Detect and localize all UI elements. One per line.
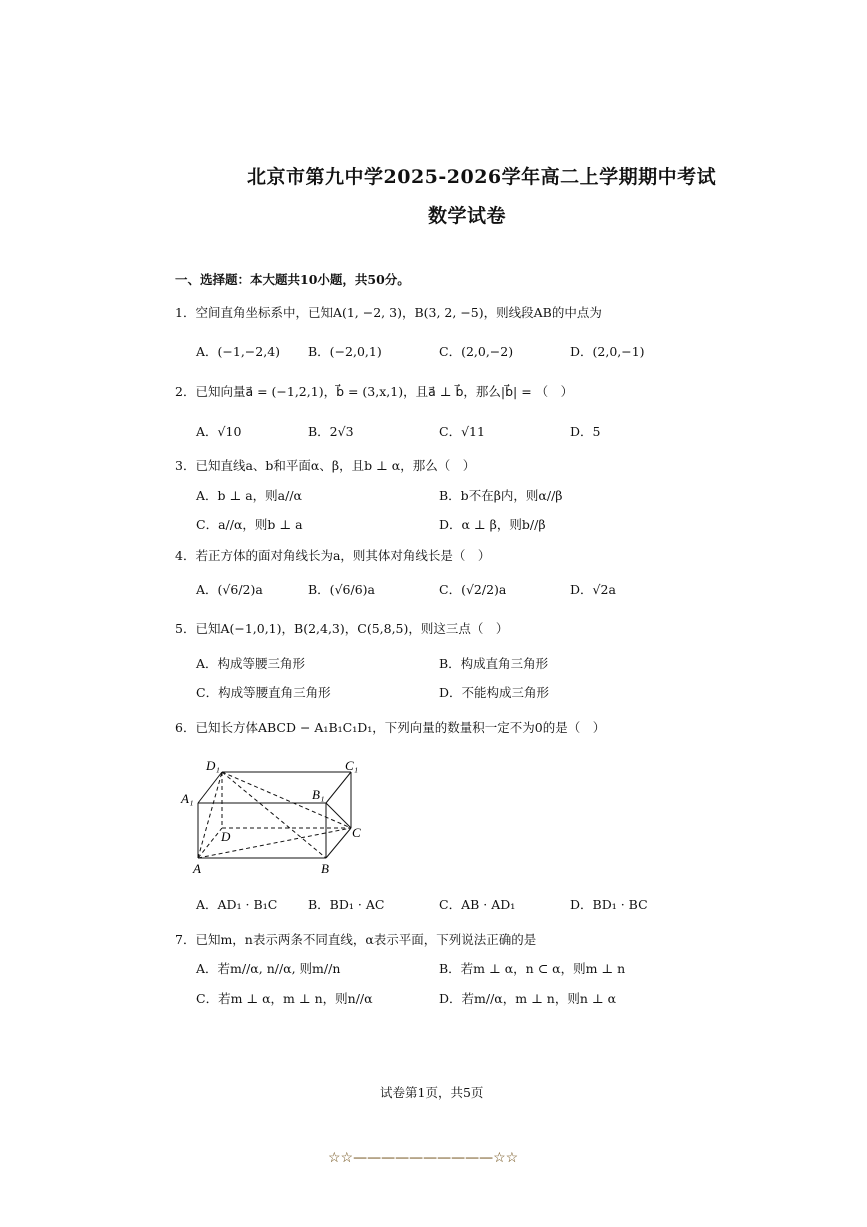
diagonal-d1-c [222,772,351,828]
question-3-option-c: C．a//α，则b ⊥ a [196,517,303,532]
question-3-option-d: D．α ⊥ β，则b//β [439,517,546,532]
diagonal-b1-c [326,803,351,828]
question-4-option-b: B．(√6/6)a [308,582,375,597]
vertex-label-c1: C₁ [345,758,359,773]
diagonal-a-d1 [198,772,222,858]
question-5-stem: 5．已知A(−1,0,1)，B(2,4,3)，C(5,8,5)，则这三点（ ） [175,621,509,636]
vertex-label-d: D [221,829,231,844]
question-5-option-b: B．构成直角三角形 [439,656,549,671]
question-7-option-d: D．若m//α，m ⊥ n，则n ⊥ α [439,991,617,1006]
question-6-option-d: D．BD₁ · BC [570,897,648,912]
question-6-stem: 6．已知长方体ABCD − A₁B₁C₁D₁，下列向量的数量积一定不为0的是（ ） [175,720,606,735]
vertex-label-b1: B₁ [312,787,325,802]
question-6-option-c: C．AB · AD₁ [439,897,516,912]
question-5-option-d: D．不能构成三角形 [439,685,550,700]
question-5-option-a: A．构成等腰三角形 [196,656,306,671]
page-number: 试卷第1页，共5页 [380,1085,484,1100]
question-1-option-b: B．(−2,0,1) [308,344,382,359]
question-7-option-a: A．若m//α, n//α, 则m//n [196,961,341,976]
question-7-option-c: C．若m ⊥ α，m ⊥ n，则n//α [196,991,373,1006]
vertex-label-a: A [193,861,201,876]
edge-a1-d1 [198,772,222,803]
footer-decoration: ☆☆——————————☆☆ [328,1150,519,1166]
question-5-option-c: C．构成等腰直角三角形 [196,685,331,700]
question-1-option-d: D．(2,0,−1) [570,344,645,359]
vertex-label-a1: A₁ [181,791,194,806]
diagonal-d1-b [222,772,326,858]
question-7-option-b: B．若m ⊥ α，n ⊂ α，则m ⊥ n [439,961,626,976]
page-title: 北京市第九中学2025-2026学年高二上学期期中考试 [247,166,717,188]
question-4-option-a: A．(√6/2)a [196,582,263,597]
question-4-option-c: C．(√2/2)a [439,582,507,597]
question-3-option-a: A．b ⊥ a，则a//α [196,488,302,503]
hidden-edge-a-d [198,828,222,858]
question-2-stem: 2．已知向量a⃗ = (−1,2,1)，b⃗ = (3,x,1)，且a⃗ ⊥ b⃗，那么|b⃗| = （ ） [175,384,574,399]
question-6-option-b: B．BD₁ · AC [308,897,385,912]
edge-c1-b1 [326,772,351,803]
question-3-stem: 3．已知直线a、b和平面α、β，且b ⊥ α，那么（ ） [175,458,476,473]
question-2-option-a: A．√10 [196,424,242,439]
question-1-option-c: C．(2,0,−2) [439,344,514,359]
question-4-stem: 4．若正方体的面对角线长为a，则其体对角线长是（ ） [175,548,491,563]
question-2-option-c: C．√11 [439,424,485,439]
section-heading: 一、选择题：本大题共10小题，共50分。 [175,272,410,287]
question-1-option-a: A．(−1,−2,4) [196,344,281,359]
question-2-option-b: B．2√3 [308,424,354,439]
question-3-option-b: B．b不在β内，则α//β [439,488,563,503]
cuboid-figure [175,755,375,880]
page-subtitle: 数学试卷 [428,205,507,227]
question-7-stem: 7．已知m，n表示两条不同直线，α表示平面，下列说法正确的是 [175,932,537,947]
question-4-option-d: D．√2a [570,582,616,597]
vertex-label-c: C [352,825,361,840]
question-6-option-a: A．AD₁ · B₁C [196,897,278,912]
question-2-option-d: D．5 [570,424,601,439]
question-1-stem: 1．空间直角坐标系中，已知A(1, −2, 3)，B(3, 2, −5)，则线段AB的中点为 [175,305,602,320]
vertex-label-b: B [321,861,329,876]
vertex-label-d1: D₁ [206,758,220,773]
